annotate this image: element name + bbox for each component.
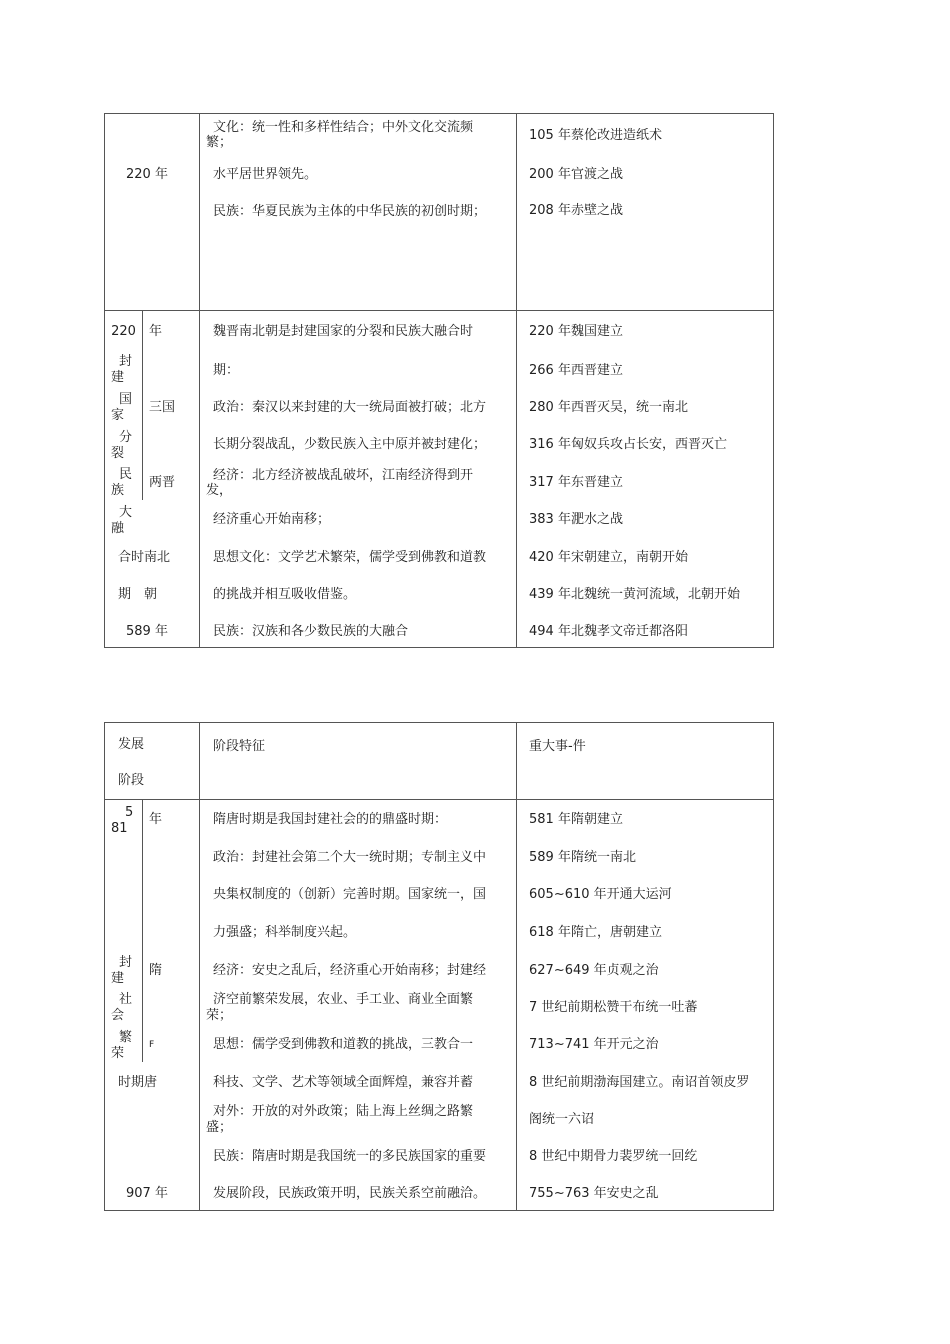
- feature-line: 经济：安史之乱后，经济重心开始南移；封建经: [213, 963, 487, 978]
- stage-text: 建: [111, 971, 125, 986]
- feature-line: 期：: [213, 363, 240, 378]
- stage-text: 220: [111, 324, 136, 339]
- event-item: 627~649 年贞观之治: [529, 963, 659, 978]
- event-item: 105 年蔡伦改进造纸术: [529, 128, 662, 143]
- sub-col-divider: [142, 799, 143, 1062]
- event-item: 220 年魏国建立: [529, 324, 623, 339]
- stage-label: 220 年: [126, 167, 168, 182]
- col-divider-events: [516, 723, 517, 1210]
- stage-text: 社: [119, 992, 133, 1007]
- feature-line: 发展阶段，民族政策开明，民族关系空前融洽。: [213, 1186, 487, 1201]
- col-divider-stage: [199, 723, 200, 1210]
- event-item: 7 世纪前期松赞干布统一吐蕃: [529, 1000, 698, 1015]
- event-item: 383 年淝水之战: [529, 512, 623, 527]
- feature-line: 科技、文学、艺术等领域全面辉煌，兼容并蓄: [213, 1075, 474, 1090]
- stage-text: 5: [125, 805, 134, 820]
- row-divider: [105, 310, 773, 311]
- feature-line: 长期分裂战乱，少数民族入主中原并被封建化；: [213, 437, 487, 452]
- stage-text: 大: [119, 505, 133, 520]
- feature-line: 力强盛；科举制度兴起。: [213, 925, 357, 940]
- stage-sub: 两晋: [149, 475, 176, 490]
- stage-text: 荣: [111, 1046, 125, 1061]
- stage-text: 分: [119, 430, 133, 445]
- feature-line: 政治：秦汉以来封建的大一统局面被打破；北方: [213, 400, 487, 415]
- stage-text: 融: [111, 521, 125, 536]
- event-item: 316 年匈奴兵攻占长安，西晋灭亡: [529, 437, 727, 452]
- event-item: 439 年北魏统一黄河流域，北朝开始: [529, 587, 740, 602]
- feature-line: 民族：隋唐时期是我国统一的多民族国家的重要: [213, 1149, 487, 1164]
- event-item: 420 年宋朝建立，南朝开始: [529, 550, 688, 565]
- stage-text: 合时南北: [118, 550, 171, 565]
- event-item: 266 年西晋建立: [529, 363, 623, 378]
- feature-line: 对外：开放的对外政策；陆上海上丝绸之路繁: [213, 1104, 474, 1119]
- stage-text: 繁: [119, 1030, 133, 1045]
- event-item: 208 年赤壁之战: [529, 203, 623, 218]
- sub-col-divider: [142, 310, 143, 500]
- event-item: 605~610 年开通大运河: [529, 887, 672, 902]
- stage-text: 国: [119, 392, 133, 407]
- col-divider-events: [516, 114, 517, 647]
- stage-sub: F: [149, 1040, 155, 1050]
- event-item: 713~741 年开元之治: [529, 1037, 659, 1052]
- table-1: [104, 113, 774, 648]
- stage-end-year: 907 年: [126, 1186, 168, 1201]
- feature-line-wrap: 繁；: [206, 135, 233, 150]
- stage-text: 建: [111, 370, 125, 385]
- feature-line: 经济重心开始南移；: [213, 512, 331, 527]
- stage-text: 会: [111, 1008, 125, 1023]
- feature-line: 水平居世界领先。: [213, 167, 318, 182]
- stage-sub: 年: [149, 812, 163, 827]
- event-item: 581 年隋朝建立: [529, 812, 623, 827]
- stage-text: 81: [111, 821, 128, 836]
- feature-line: 的挑战并相互吸收借鉴。: [213, 587, 357, 602]
- feature-line: 文化：统一性和多样性结合；中外文化交流频: [213, 120, 474, 135]
- feature-line: 思想文化：文学艺术繁荣，儒学受到佛教和道教: [213, 550, 487, 565]
- stage-text: 家: [111, 408, 125, 423]
- event-item: 200 年官渡之战: [529, 167, 623, 182]
- header-stage: 发展: [118, 737, 145, 752]
- feature-line: 民族：汉族和各少数民族的大融合: [213, 624, 409, 639]
- col-divider-stage: [199, 114, 200, 647]
- stage-sub: 三国: [149, 400, 176, 415]
- stage-text: 族: [111, 483, 125, 498]
- feature-line: 央集权制度的（创新）完善时期。国家统一，国: [213, 887, 487, 902]
- stage-text: 时期唐: [118, 1075, 158, 1090]
- feature-line-wrap: 荣；: [206, 1008, 233, 1023]
- stage-sub: 隋: [149, 963, 163, 978]
- event-item: 618 年隋亡，唐朝建立: [529, 925, 662, 940]
- table-2: [104, 722, 774, 1211]
- event-item: 494 年北魏孝文帝迁都洛阳: [529, 624, 688, 639]
- stage-end-year: 589 年: [126, 624, 168, 639]
- feature-line: 民族：华夏民族为主体的中华民族的初创时期；: [213, 204, 487, 219]
- feature-line: 隋唐时期是我国封建社会的的鼎盛时期：: [213, 812, 448, 827]
- stage-text: 封: [119, 955, 133, 970]
- event-item: 阁统一六诏: [529, 1112, 595, 1127]
- stage-text: 封: [119, 354, 133, 369]
- event-item: 8 世纪中期骨力裴罗统一回纥: [529, 1149, 698, 1164]
- feature-line: 思想：儒学受到佛教和道教的挑战，三教合一: [213, 1037, 474, 1052]
- feature-line: 济空前繁荣发展，农业、手工业、商业全面繁: [213, 992, 474, 1007]
- feature-line-wrap: 盛；: [206, 1120, 233, 1135]
- header-divider: [105, 799, 773, 800]
- feature-line-wrap: 发，: [206, 483, 233, 498]
- feature-line: 政治：封建社会第二个大一统时期；专制主义中: [213, 850, 487, 865]
- feature-line: 经济：北方经济被战乱破坏，江南经济得到开: [213, 468, 474, 483]
- stage-sub: 年: [149, 324, 163, 339]
- event-item: 755~763 年安史之乱: [529, 1186, 659, 1201]
- header-features: 阶段特征: [213, 739, 266, 754]
- feature-line: 魏晋南北朝是封建国家的分裂和民族大融合时: [213, 324, 474, 339]
- header-events: 重大事-件: [529, 739, 586, 754]
- stage-text: 期 朝: [118, 587, 158, 602]
- stage-text: 民: [119, 467, 133, 482]
- header-stage: 阶段: [118, 773, 145, 788]
- event-item: 8 世纪前期渤海国建立。南诏首领皮罗: [529, 1075, 750, 1090]
- event-item: 317 年东晋建立: [529, 475, 623, 490]
- event-item: 280 年西晋灭吴，统一南北: [529, 400, 688, 415]
- event-item: 589 年隋统一南北: [529, 850, 636, 865]
- stage-text: 裂: [111, 446, 125, 461]
